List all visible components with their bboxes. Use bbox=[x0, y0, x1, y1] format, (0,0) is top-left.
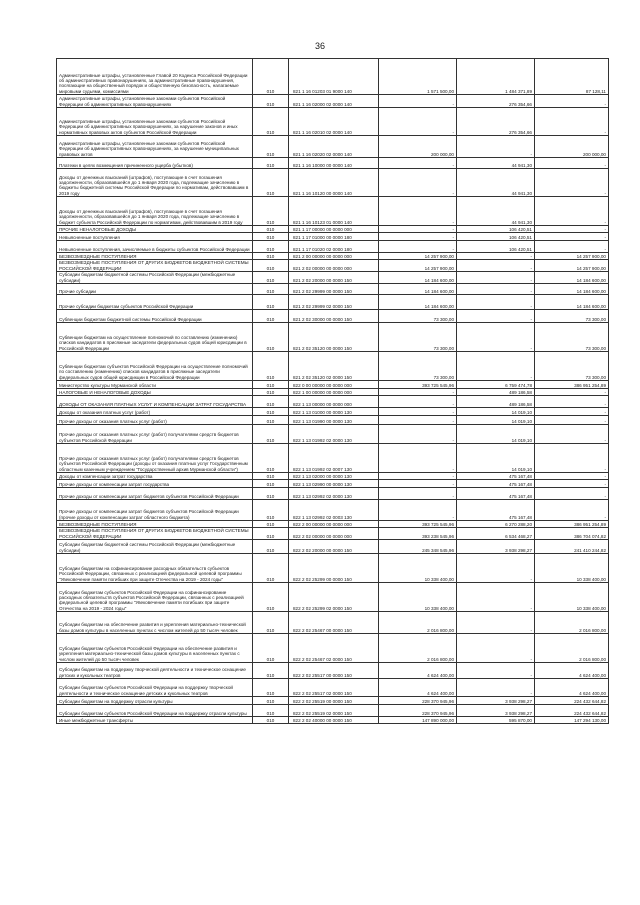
row-rest-cell: - bbox=[535, 233, 609, 241]
table-row bbox=[57, 396, 609, 408]
row-rest-cell: 14 257 900,00 bbox=[535, 253, 609, 260]
row-rest-cell: 10 338 400,00 bbox=[535, 554, 609, 583]
row-name-cell: Прочие доходы от оказания платных услуг (работ) bbox=[57, 416, 253, 425]
table-row bbox=[57, 540, 609, 554]
row-code-cell: 010 bbox=[253, 389, 289, 396]
row-exec-cell: 106 420,51 bbox=[457, 241, 535, 253]
table-row bbox=[57, 488, 609, 500]
row-name-cell: ПРОЧИЕ НЕНАЛОГОВЫЕ ДОХОДЫ bbox=[57, 226, 253, 233]
table-row bbox=[57, 679, 609, 697]
row-code-cell: 010 bbox=[253, 136, 289, 158]
row-kbk-cell: 822 1 13 02992 02 0003 130 bbox=[289, 500, 379, 521]
row-code-cell: 010 bbox=[253, 408, 289, 416]
row-name-cell: Платежи в целях возмещения причиненного ущерба (убытков) bbox=[57, 158, 253, 169]
row-rest-cell: 14 184 600,00 bbox=[535, 284, 609, 295]
table-row bbox=[57, 663, 609, 679]
row-kbk-cell: 822 2 02 25517 00 0000 150 bbox=[289, 663, 379, 679]
row-code-cell: 010 bbox=[253, 612, 289, 634]
row-exec-cell: 276 354,66 bbox=[457, 108, 535, 136]
row-plan-cell: - bbox=[379, 500, 457, 521]
row-plan-cell: - bbox=[379, 226, 457, 233]
row-rest-cell: 4 624 400,00 bbox=[535, 663, 609, 679]
table-row bbox=[57, 59, 609, 95]
row-kbk-cell: 822 1 13 01990 00 0000 130 bbox=[289, 416, 379, 425]
row-exec-cell: 44 941,30 bbox=[457, 169, 535, 197]
row-exec-cell: - bbox=[457, 323, 535, 352]
row-kbk-cell: 821 2 02 20000 00 0000 150 bbox=[289, 272, 379, 284]
row-exec-cell: - bbox=[457, 295, 535, 310]
table-row bbox=[57, 444, 609, 473]
row-rest-cell: - bbox=[535, 480, 609, 488]
row-kbk-cell: 821 1 16 01203 01 9000 140 bbox=[289, 59, 379, 95]
row-kbk-cell: 822 2 00 00000 00 0000 000 bbox=[289, 521, 379, 528]
row-code-cell: 010 bbox=[253, 352, 289, 381]
row-kbk-cell: 821 2 00 00000 00 0000 000 bbox=[289, 253, 379, 260]
row-name-cell: БЕЗВОЗМЕЗДНЫЕ ПОСТУПЛЕНИЯ bbox=[57, 253, 253, 260]
row-rest-cell: 200 000,00 bbox=[535, 136, 609, 158]
row-kbk-cell: 821 1 16 10123 01 0000 140 bbox=[289, 197, 379, 226]
row-rest-cell: - bbox=[535, 396, 609, 408]
row-kbk-cell: 822 2 02 20000 00 0000 150 bbox=[289, 540, 379, 554]
table-row bbox=[57, 352, 609, 381]
row-plan-cell: 4 624 400,00 bbox=[379, 663, 457, 679]
row-plan-cell: 73 300,00 bbox=[379, 310, 457, 323]
row-rest-cell: - bbox=[535, 389, 609, 396]
row-name-cell: Субвенции бюджетам бюджетной системы Российской Федерации bbox=[57, 310, 253, 323]
row-name-cell: БЕЗВОЗМЕЗДНЫЕ ПОСТУПЛЕНИЯ ОТ ДРУГИХ БЮДЖЕТОВ БЮДЖЕТНОЙ СИСТЕМЫ РОССИЙСКОЙ ФЕДЕРАЦИИ bbox=[57, 260, 253, 272]
row-code-cell: 010 bbox=[253, 634, 289, 663]
row-exec-cell: - bbox=[457, 284, 535, 295]
row-plan-cell: 73 300,00 bbox=[379, 323, 457, 352]
row-exec-cell: 489 186,58 bbox=[457, 396, 535, 408]
row-rest-cell: - bbox=[535, 416, 609, 425]
row-kbk-cell: 821 2 02 30000 00 0000 150 bbox=[289, 310, 379, 323]
row-code-cell: 010 bbox=[253, 197, 289, 226]
row-exec-cell: - bbox=[457, 612, 535, 634]
row-code-cell: 010 bbox=[253, 272, 289, 284]
row-exec-cell: - bbox=[457, 352, 535, 381]
row-rest-cell: - bbox=[535, 108, 609, 136]
row-rest-cell: - bbox=[535, 488, 609, 500]
table-row bbox=[57, 253, 609, 260]
row-plan-cell: 10 338 400,00 bbox=[379, 583, 457, 612]
row-plan-cell: 245 348 545,96 bbox=[379, 540, 457, 554]
row-kbk-cell: 821 1 16 02020 02 0000 140 bbox=[289, 136, 379, 158]
row-plan-cell: 147 890 000,00 bbox=[379, 717, 457, 724]
row-kbk-cell: 822 1 13 01992 02 0000 130 bbox=[289, 425, 379, 444]
row-plan-cell: 2 016 800,00 bbox=[379, 612, 457, 634]
row-exec-cell: 106 420,51 bbox=[457, 226, 535, 233]
row-exec-cell: 1 484 371,89 bbox=[457, 59, 535, 95]
table-row bbox=[57, 554, 609, 583]
row-rest-cell: 73 300,00 bbox=[535, 352, 609, 381]
row-name-cell: Административные штрафы, установленные законами субъектов Российской Федерации об административных правонарушениях, за нарушение законов и иных нормативных правовых актов субъектов Российской Федерации bbox=[57, 108, 253, 136]
table-row bbox=[57, 233, 609, 241]
row-kbk-cell: 821 1 16 02000 02 0000 140 bbox=[289, 95, 379, 108]
row-rest-cell: 14 184 600,00 bbox=[535, 295, 609, 310]
row-name-cell: НАЛОГОВЫЕ И НЕНАЛОГОВЫЕ ДОХОДЫ bbox=[57, 389, 253, 396]
row-kbk-cell: 822 1 13 00000 00 0000 000 bbox=[289, 396, 379, 408]
row-rest-cell: - bbox=[535, 444, 609, 473]
row-name-cell: Прочие доходы от компенсации затрат бюджетов субъектов Российской Федерации (прочие доходы от компенсации затрат областного бюджета) bbox=[57, 500, 253, 521]
row-code-cell: 010 bbox=[253, 444, 289, 473]
row-name-cell: Прочие доходы от оказания платных услуг (работ) получателями средств бюджетов субъектов Российской Федерации (доходы от оказания платных услуг Государственным областным казенным учреждением "Государственный архив Мурманской области") bbox=[57, 444, 253, 473]
row-plan-cell: 2 016 800,00 bbox=[379, 634, 457, 663]
row-code-cell: 010 bbox=[253, 540, 289, 554]
row-name-cell: Субсидии бюджетам субъектов Российской Федерации на обеспечение развития и укрепления материально-технической базы домов культуры в населенных пунктах с числом жителей до 50 тысяч человек bbox=[57, 634, 253, 663]
row-plan-cell: 228 370 945,96 bbox=[379, 705, 457, 717]
row-name-cell: Субсидии бюджетам субъектов Российской Федерации на поддержку отрасли культуры bbox=[57, 705, 253, 717]
row-name-cell: БЕЗВОЗМЕЗДНЫЕ ПОСТУПЛЕНИЯ bbox=[57, 521, 253, 528]
row-plan-cell: - bbox=[379, 480, 457, 488]
table-row bbox=[57, 95, 609, 108]
row-exec-cell: 475 167,48 bbox=[457, 488, 535, 500]
row-code-cell: 010 bbox=[253, 310, 289, 323]
row-rest-cell: - bbox=[535, 425, 609, 444]
row-code-cell: 010 bbox=[253, 473, 289, 480]
row-exec-cell: 475 167,48 bbox=[457, 480, 535, 488]
row-kbk-cell: 822 2 02 25299 00 0000 150 bbox=[289, 554, 379, 583]
row-rest-cell: 386 951 254,89 bbox=[535, 381, 609, 389]
row-kbk-cell: 821 2 02 35120 00 0000 150 bbox=[289, 323, 379, 352]
row-name-cell: Прочие доходы от компенсации затрат государства bbox=[57, 480, 253, 488]
row-rest-cell: - bbox=[535, 241, 609, 253]
row-kbk-cell: 821 2 02 29999 02 0000 150 bbox=[289, 295, 379, 310]
row-code-cell: 010 bbox=[253, 416, 289, 425]
row-name-cell: Прочие субсидии bbox=[57, 284, 253, 295]
row-name-cell: Субсидии бюджетам на поддержку творческой деятельности и техническое оснащение детских и кукольных театров bbox=[57, 663, 253, 679]
row-name-cell: Доходы от оказания платных услуг (работ) bbox=[57, 408, 253, 416]
table-row bbox=[57, 272, 609, 284]
row-name-cell: Субсидии бюджетам бюджетной системы Российской Федерации (межбюджетные субсидии) bbox=[57, 272, 253, 284]
row-plan-cell: 73 300,00 bbox=[379, 352, 457, 381]
row-code-cell: 010 bbox=[253, 108, 289, 136]
row-rest-cell: - bbox=[535, 408, 609, 416]
page-number: 36 bbox=[314, 41, 325, 51]
row-code-cell: 010 bbox=[253, 95, 289, 108]
row-kbk-cell: 822 1 13 02000 00 0000 130 bbox=[289, 473, 379, 480]
row-plan-cell: - bbox=[379, 197, 457, 226]
row-code-cell: 010 bbox=[253, 679, 289, 697]
row-code-cell: 010 bbox=[253, 59, 289, 95]
row-exec-cell: 489 186,58 bbox=[457, 389, 535, 396]
row-name-cell: Невыясненные поступления bbox=[57, 233, 253, 241]
row-kbk-cell: 822 2 02 00000 00 0000 000 bbox=[289, 528, 379, 540]
row-rest-cell: - bbox=[535, 197, 609, 226]
row-exec-cell: 3 938 298,27 bbox=[457, 697, 535, 705]
row-exec-cell: - bbox=[457, 679, 535, 697]
row-plan-cell: - bbox=[379, 169, 457, 197]
row-exec-cell: 14 019,10 bbox=[457, 425, 535, 444]
table-row bbox=[57, 226, 609, 233]
row-name-cell: Субсидии бюджетам на обеспечение развития и укрепления материально-технической базы домов культуры в населенных пунктах с числом жителей до 50 тысяч человек bbox=[57, 612, 253, 634]
row-kbk-cell: 822 2 02 25519 02 0000 150 bbox=[289, 705, 379, 717]
row-plan-cell: 393 238 545,96 bbox=[379, 528, 457, 540]
row-name-cell: Субсидии бюджетам бюджетной системы Российской Федерации (межбюджетные субсидии) bbox=[57, 540, 253, 554]
row-rest-cell: 73 300,00 bbox=[535, 310, 609, 323]
row-plan-cell: 1 571 500,00 bbox=[379, 59, 457, 95]
row-kbk-cell: 822 1 13 02992 02 0000 130 bbox=[289, 488, 379, 500]
row-kbk-cell: 821 1 16 02010 02 0000 140 bbox=[289, 108, 379, 136]
row-exec-cell: 106 420,51 bbox=[457, 233, 535, 241]
row-plan-cell: 14 184 600,00 bbox=[379, 295, 457, 310]
row-rest-cell: 224 432 644,82 bbox=[535, 705, 609, 717]
row-rest-cell: 73 300,00 bbox=[535, 323, 609, 352]
row-rest-cell: 224 432 644,82 bbox=[535, 697, 609, 705]
row-kbk-cell: 822 1 00 00000 00 0000 000 bbox=[289, 389, 379, 396]
row-exec-cell: - bbox=[457, 554, 535, 583]
table-row bbox=[57, 295, 609, 310]
row-kbk-cell: 822 1 13 01992 02 0007 130 bbox=[289, 444, 379, 473]
row-kbk-cell: 821 1 17 00000 00 0000 000 bbox=[289, 226, 379, 233]
row-exec-cell: - bbox=[457, 583, 535, 612]
row-kbk-cell: 822 2 02 25467 00 0000 150 bbox=[289, 612, 379, 634]
row-rest-cell: 14 184 600,00 bbox=[535, 272, 609, 284]
row-code-cell: 010 bbox=[253, 521, 289, 528]
row-name-cell: Невыясненные поступления, зачисляемые в бюджеты субъектов Российской Федерации bbox=[57, 241, 253, 253]
row-name-cell: Субсидии бюджетам субъектов Российской Федерации на поддержку творческой деятельности и техническое оснащение детских и кукольных театров bbox=[57, 679, 253, 697]
table-row bbox=[57, 583, 609, 612]
row-kbk-cell: 821 1 17 01000 00 0000 180 bbox=[289, 233, 379, 241]
row-name-cell: Министерство культуры Мурманской области bbox=[57, 381, 253, 389]
row-name-cell: Иные межбюджетные трансферты bbox=[57, 717, 253, 724]
row-rest-cell: - bbox=[535, 169, 609, 197]
row-code-cell: 010 bbox=[253, 717, 289, 724]
row-exec-cell: - bbox=[457, 272, 535, 284]
row-rest-cell: 386 951 254,89 bbox=[535, 521, 609, 528]
table-row bbox=[57, 389, 609, 396]
row-kbk-cell: 822 0 00 00000 00 0000 000 bbox=[289, 381, 379, 389]
row-exec-cell: 14 019,10 bbox=[457, 408, 535, 416]
row-plan-cell: - bbox=[379, 408, 457, 416]
row-plan-cell: - bbox=[379, 389, 457, 396]
row-exec-cell: 14 019,10 bbox=[457, 444, 535, 473]
row-name-cell: Административные штрафы, установленные законами субъектов Российской Федерации об административных правонарушениях, за нарушение муниципальных правовых актов bbox=[57, 136, 253, 158]
row-plan-cell: - bbox=[379, 233, 457, 241]
row-kbk-cell: 821 2 02 00000 00 0000 000 bbox=[289, 260, 379, 272]
table-row bbox=[57, 197, 609, 226]
row-exec-cell: - bbox=[457, 260, 535, 272]
row-kbk-cell: 821 1 17 01020 02 0000 180 bbox=[289, 241, 379, 253]
row-name-cell: Прочие доходы от компенсации затрат бюджетов субъектов Российской Федерации bbox=[57, 488, 253, 500]
row-plan-cell: - bbox=[379, 158, 457, 169]
table-row bbox=[57, 705, 609, 717]
row-exec-cell: 6 759 474,78 bbox=[457, 381, 535, 389]
row-code-cell: 010 bbox=[253, 253, 289, 260]
table-row bbox=[57, 284, 609, 295]
row-rest-cell: 2 016 800,00 bbox=[535, 634, 609, 663]
table-row bbox=[57, 381, 609, 389]
row-code-cell: 010 bbox=[253, 260, 289, 272]
row-exec-cell: 14 019,10 bbox=[457, 416, 535, 425]
table-row bbox=[57, 310, 609, 323]
row-code-cell: 010 bbox=[253, 488, 289, 500]
row-exec-cell: 6 270 288,20 bbox=[457, 521, 535, 528]
row-code-cell: 010 bbox=[253, 500, 289, 521]
row-exec-cell: - bbox=[457, 634, 535, 663]
row-rest-cell: - bbox=[535, 473, 609, 480]
row-code-cell: 010 bbox=[253, 381, 289, 389]
row-name-cell: Административные штрафы, установленные законами субъектов Российской Федерации об административных правонарушениях bbox=[57, 95, 253, 108]
row-plan-cell: - bbox=[379, 416, 457, 425]
table-row bbox=[57, 108, 609, 136]
row-code-cell: 010 bbox=[253, 425, 289, 444]
row-kbk-cell: 821 2 02 29999 00 0000 150 bbox=[289, 284, 379, 295]
row-rest-cell: 386 704 074,82 bbox=[535, 528, 609, 540]
row-plan-cell: 228 370 945,96 bbox=[379, 697, 457, 705]
table-row bbox=[57, 158, 609, 169]
table-row bbox=[57, 528, 609, 540]
row-plan-cell: - bbox=[379, 444, 457, 473]
row-exec-cell: 475 167,48 bbox=[457, 500, 535, 521]
row-kbk-cell: 822 2 02 25519 00 0000 150 bbox=[289, 697, 379, 705]
row-name-cell: Субсидии бюджетам на софинансирование расходных обязательств субъектов Российской Федерации, связанных с реализацией федеральной целевой программы "Увековечение памяти погибших при защите Отечества на 2019 - 2024 годы" bbox=[57, 554, 253, 583]
table-row bbox=[57, 521, 609, 528]
row-kbk-cell: 822 1 13 01000 00 0000 130 bbox=[289, 408, 379, 416]
row-rest-cell: 147 294 130,00 bbox=[535, 717, 609, 724]
row-name-cell: Субсидии бюджетам субъектов Российской Федерации на софинансирование расходных обязательств субъектов Российской Федерации, связанных с реализацией федеральной целевой программы "Увековечение памяти погибших при защите Отечества на 2019 - 2024 годы" bbox=[57, 583, 253, 612]
table-row bbox=[57, 241, 609, 253]
row-plan-cell: - bbox=[379, 488, 457, 500]
row-code-cell: 010 bbox=[253, 554, 289, 583]
row-name-cell: Субвенции бюджетам на осуществление полномочий по составлению (изменению) списков кандидатов в присяжные заседатели федеральных судов общей юрисдикции в Российской Федерации bbox=[57, 323, 253, 352]
row-exec-cell: - bbox=[457, 663, 535, 679]
row-plan-cell: 10 338 400,00 bbox=[379, 554, 457, 583]
table-body bbox=[57, 59, 609, 724]
row-plan-cell: - bbox=[379, 241, 457, 253]
revenue-table bbox=[56, 58, 609, 724]
row-plan-cell: - bbox=[379, 95, 457, 108]
row-rest-cell: 4 624 400,00 bbox=[535, 679, 609, 697]
row-kbk-cell: 822 2 02 25467 02 0000 150 bbox=[289, 634, 379, 663]
table-row bbox=[57, 717, 609, 724]
row-plan-cell: - bbox=[379, 396, 457, 408]
row-plan-cell: - bbox=[379, 473, 457, 480]
table-row bbox=[57, 416, 609, 425]
row-exec-cell: 6 534 468,27 bbox=[457, 528, 535, 540]
row-rest-cell: 87 128,11 bbox=[535, 59, 609, 95]
row-rest-cell: 2 016 800,00 bbox=[535, 612, 609, 634]
row-plan-cell: - bbox=[379, 425, 457, 444]
row-exec-cell: 276 354,66 bbox=[457, 95, 535, 108]
row-plan-cell: 14 257 900,00 bbox=[379, 260, 457, 272]
row-rest-cell: 14 257 900,00 bbox=[535, 260, 609, 272]
row-exec-cell: 3 938 298,27 bbox=[457, 540, 535, 554]
row-rest-cell: 10 338 400,00 bbox=[535, 583, 609, 612]
table-row bbox=[57, 260, 609, 272]
row-code-cell: 010 bbox=[253, 226, 289, 233]
table-row bbox=[57, 136, 609, 158]
row-code-cell: 010 bbox=[253, 480, 289, 488]
row-exec-cell: 475 167,48 bbox=[457, 473, 535, 480]
row-code-cell: 010 bbox=[253, 528, 289, 540]
row-code-cell: 010 bbox=[253, 158, 289, 169]
row-kbk-cell: 822 1 13 02990 00 0000 130 bbox=[289, 480, 379, 488]
row-name-cell: ДОХОДЫ ОТ ОКАЗАНИЯ ПЛАТНЫХ УСЛУГ И КОМПЕНСАЦИИ ЗАТРАТ ГОСУДАРСТВА bbox=[57, 396, 253, 408]
table-row bbox=[57, 500, 609, 521]
table-row bbox=[57, 612, 609, 634]
row-code-cell: 010 bbox=[253, 697, 289, 705]
row-code-cell: 010 bbox=[253, 396, 289, 408]
row-code-cell: 010 bbox=[253, 295, 289, 310]
table-row bbox=[57, 169, 609, 197]
row-exec-cell: - bbox=[457, 310, 535, 323]
row-name-cell: Административные штрафы, установленные Главой 20 Кодекса Российской Федерации об административных правонарушениях, за административные правонарушения, посягающие на общественный порядок и общественную безопасность, налагаемые мировыми судьями, комиссиями bbox=[57, 59, 253, 95]
row-name-cell: Доходы от денежных взысканий (штрафов), поступающие в счет погашения задолженности, образовавшейся до 1 января 2020 года, подлежащие зачислению в бюджет субъекта Российской Федерации по нормативам, действовавшим в 2019 году bbox=[57, 197, 253, 226]
row-code-cell: 010 bbox=[253, 583, 289, 612]
row-code-cell: 010 bbox=[253, 241, 289, 253]
row-plan-cell: - bbox=[379, 108, 457, 136]
row-exec-cell: - bbox=[457, 136, 535, 158]
row-kbk-cell: 822 2 02 40000 00 0000 150 bbox=[289, 717, 379, 724]
row-kbk-cell: 821 1 16 10120 00 0000 140 bbox=[289, 169, 379, 197]
row-name-cell: Прочие субсидии бюджетам субъектов Российской Федерации bbox=[57, 295, 253, 310]
row-code-cell: 010 bbox=[253, 323, 289, 352]
row-rest-cell: 241 410 244,82 bbox=[535, 540, 609, 554]
row-plan-cell: 14 184 600,00 bbox=[379, 284, 457, 295]
row-name-cell: Субвенции бюджетам субъектов Российской Федерации на осуществление полномочий по составлению (изменению) списков кандидатов в присяжные заседатели федеральных судов общей юрисдикции в Российской Федерации bbox=[57, 352, 253, 381]
row-code-cell: 010 bbox=[253, 705, 289, 717]
row-plan-cell: 393 725 545,96 bbox=[379, 521, 457, 528]
row-plan-cell: 200 000,00 bbox=[379, 136, 457, 158]
table-row bbox=[57, 473, 609, 480]
row-rest-cell: - bbox=[535, 226, 609, 233]
row-plan-cell: 14 184 600,00 bbox=[379, 272, 457, 284]
row-exec-cell: 44 941,30 bbox=[457, 197, 535, 226]
row-rest-cell: - bbox=[535, 500, 609, 521]
table-row bbox=[57, 425, 609, 444]
row-kbk-cell: 821 1 16 10000 00 0000 140 bbox=[289, 158, 379, 169]
row-kbk-cell: 822 2 02 25299 02 0000 150 bbox=[289, 583, 379, 612]
row-code-cell: 010 bbox=[253, 284, 289, 295]
table-row bbox=[57, 323, 609, 352]
row-code-cell: 010 bbox=[253, 169, 289, 197]
table-row bbox=[57, 697, 609, 705]
row-code-cell: 010 bbox=[253, 233, 289, 241]
row-exec-cell: 595 870,00 bbox=[457, 717, 535, 724]
table-row bbox=[57, 408, 609, 416]
row-exec-cell: - bbox=[457, 253, 535, 260]
table-row bbox=[57, 634, 609, 663]
row-plan-cell: 393 725 545,96 bbox=[379, 381, 457, 389]
row-kbk-cell: 821 2 02 35120 02 0000 150 bbox=[289, 352, 379, 381]
row-plan-cell: 14 257 900,00 bbox=[379, 253, 457, 260]
row-exec-cell: 3 938 298,27 bbox=[457, 705, 535, 717]
row-name-cell: Субсидии бюджетам на поддержку отрасли культуры bbox=[57, 697, 253, 705]
row-exec-cell: 44 941,30 bbox=[457, 158, 535, 169]
row-name-cell: Доходы от денежных взысканий (штрафов), поступающие в счет погашения задолженности, образовавшейся до 1 января 2020 года, подлежащие зачислению в бюджеты бюджетной системы Российской Федерации по нормативам, действовавшим в 2019 году bbox=[57, 169, 253, 197]
row-rest-cell: - bbox=[535, 158, 609, 169]
row-name-cell: Прочие доходы от оказания платных услуг (работ) получателями средств бюджетов субъектов Российской Федерации bbox=[57, 425, 253, 444]
row-kbk-cell: 822 2 02 25517 02 0000 150 bbox=[289, 679, 379, 697]
row-rest-cell: - bbox=[535, 95, 609, 108]
row-name-cell: Доходы от компенсации затрат государства bbox=[57, 473, 253, 480]
row-code-cell: 010 bbox=[253, 663, 289, 679]
table-row bbox=[57, 480, 609, 488]
row-plan-cell: 4 624 400,00 bbox=[379, 679, 457, 697]
row-name-cell: БЕЗВОЗМЕЗДНЫЕ ПОСТУПЛЕНИЯ ОТ ДРУГИХ БЮДЖЕТОВ БЮДЖЕТНОЙ СИСТЕМЫ РОССИЙСКОЙ ФЕДЕРАЦИИ bbox=[57, 528, 253, 540]
